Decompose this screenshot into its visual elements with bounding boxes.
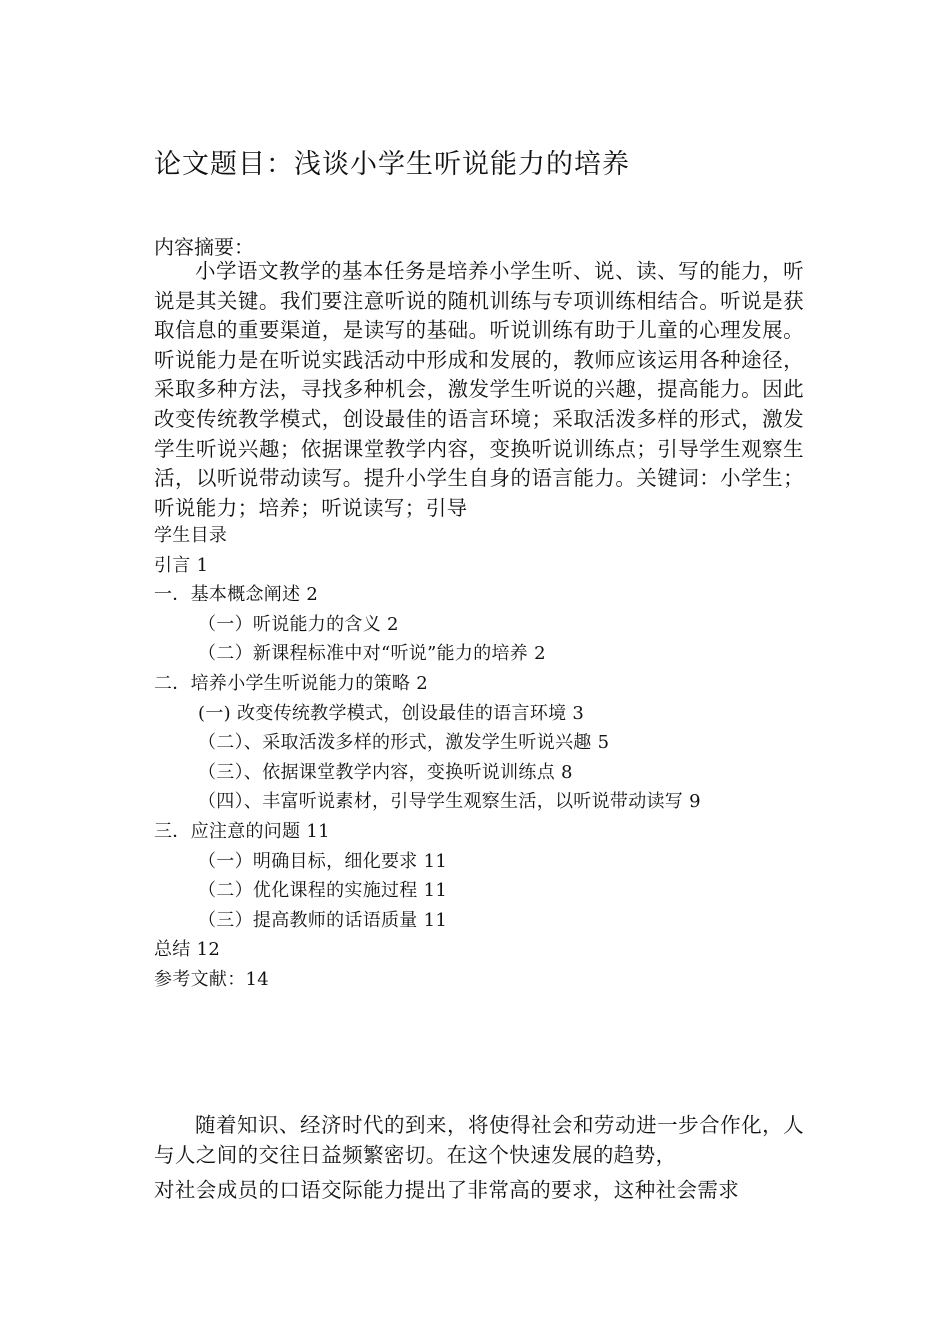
- toc-subentry: （二）优化课程的实施过程 11: [198, 880, 448, 902]
- body-paragraph: 随着知识、经济时代的到来，将使得社会和劳动进一步合作化，人与人之间的交往日益频繁密切。在这个快速发展的趋势，: [154, 1113, 804, 1167]
- paper-title: 论文题目：浅谈小学生听说能力的培养: [154, 149, 630, 180]
- toc-entry: 二．培养小学生听说能力的策略 2: [154, 672, 428, 694]
- toc-entry: 学生目录: [154, 525, 228, 546]
- table-of-contents: [154, 521, 804, 995]
- toc-subentry: （二）、采取活泼多样的形式，激发学生听说兴趣 5: [198, 732, 610, 754]
- abstract-text: 小学语文教学的基本任务是培养小学生听、说、读、写的能力，听说是其关键。我们要注意听说的随机训练与专项训练相结合。听说是获取信息的重要渠道，是读写的基础。听说训练有助于儿童的心理发展。听说能力是在听说实践活动中形成和发展的，教师应该运用各种途径，采取多种方法，寻找多种机会，激发学生听说的兴趣，提高能力。因此改变传统教学模式，创设最佳的语言环境；采取活泼多样的形式，激发学生听说兴趣；依据课堂教学内容，变换听说训练点；引导学生观察生活，以听说带动读写。提升小学生自身的语言能力。关键词：小学生；听说能力；培养；听说读写；引导: [154, 259, 804, 520]
- toc-subentry: （二）新课程标准中对“听说”能力的培养 2: [198, 643, 546, 665]
- toc-entry: 总结 12: [154, 939, 221, 961]
- toc-subentry: （四）、丰富听说素材，引导学生观察生活，以听说带动读写 9: [198, 791, 701, 813]
- toc-subentry: （三）、依据课堂教学内容，变换听说训练点 8: [198, 761, 573, 783]
- toc-subentry: （一）明确目标，细化要求 11: [198, 850, 448, 872]
- toc-entry: 引言 1: [154, 554, 209, 576]
- toc-subentry: （三）提高教师的话语质量 11: [198, 909, 448, 931]
- body-paragraph: 对社会成员的口语交际能力提出了非常高的要求，这种社会需求: [154, 1178, 740, 1202]
- toc-subentry: (一) 改变传统教学模式，创设最佳的语言环境 3: [198, 702, 585, 724]
- toc-entry: 一．基本概念阐述 2: [154, 584, 319, 606]
- toc-entry: 参考文献：14: [154, 968, 270, 990]
- toc-subentry: （一）听说能力的含义 2: [198, 613, 399, 635]
- abstract-label: 内容摘要：: [154, 235, 254, 259]
- toc-entry: 三．应注意的问题 11: [154, 820, 330, 842]
